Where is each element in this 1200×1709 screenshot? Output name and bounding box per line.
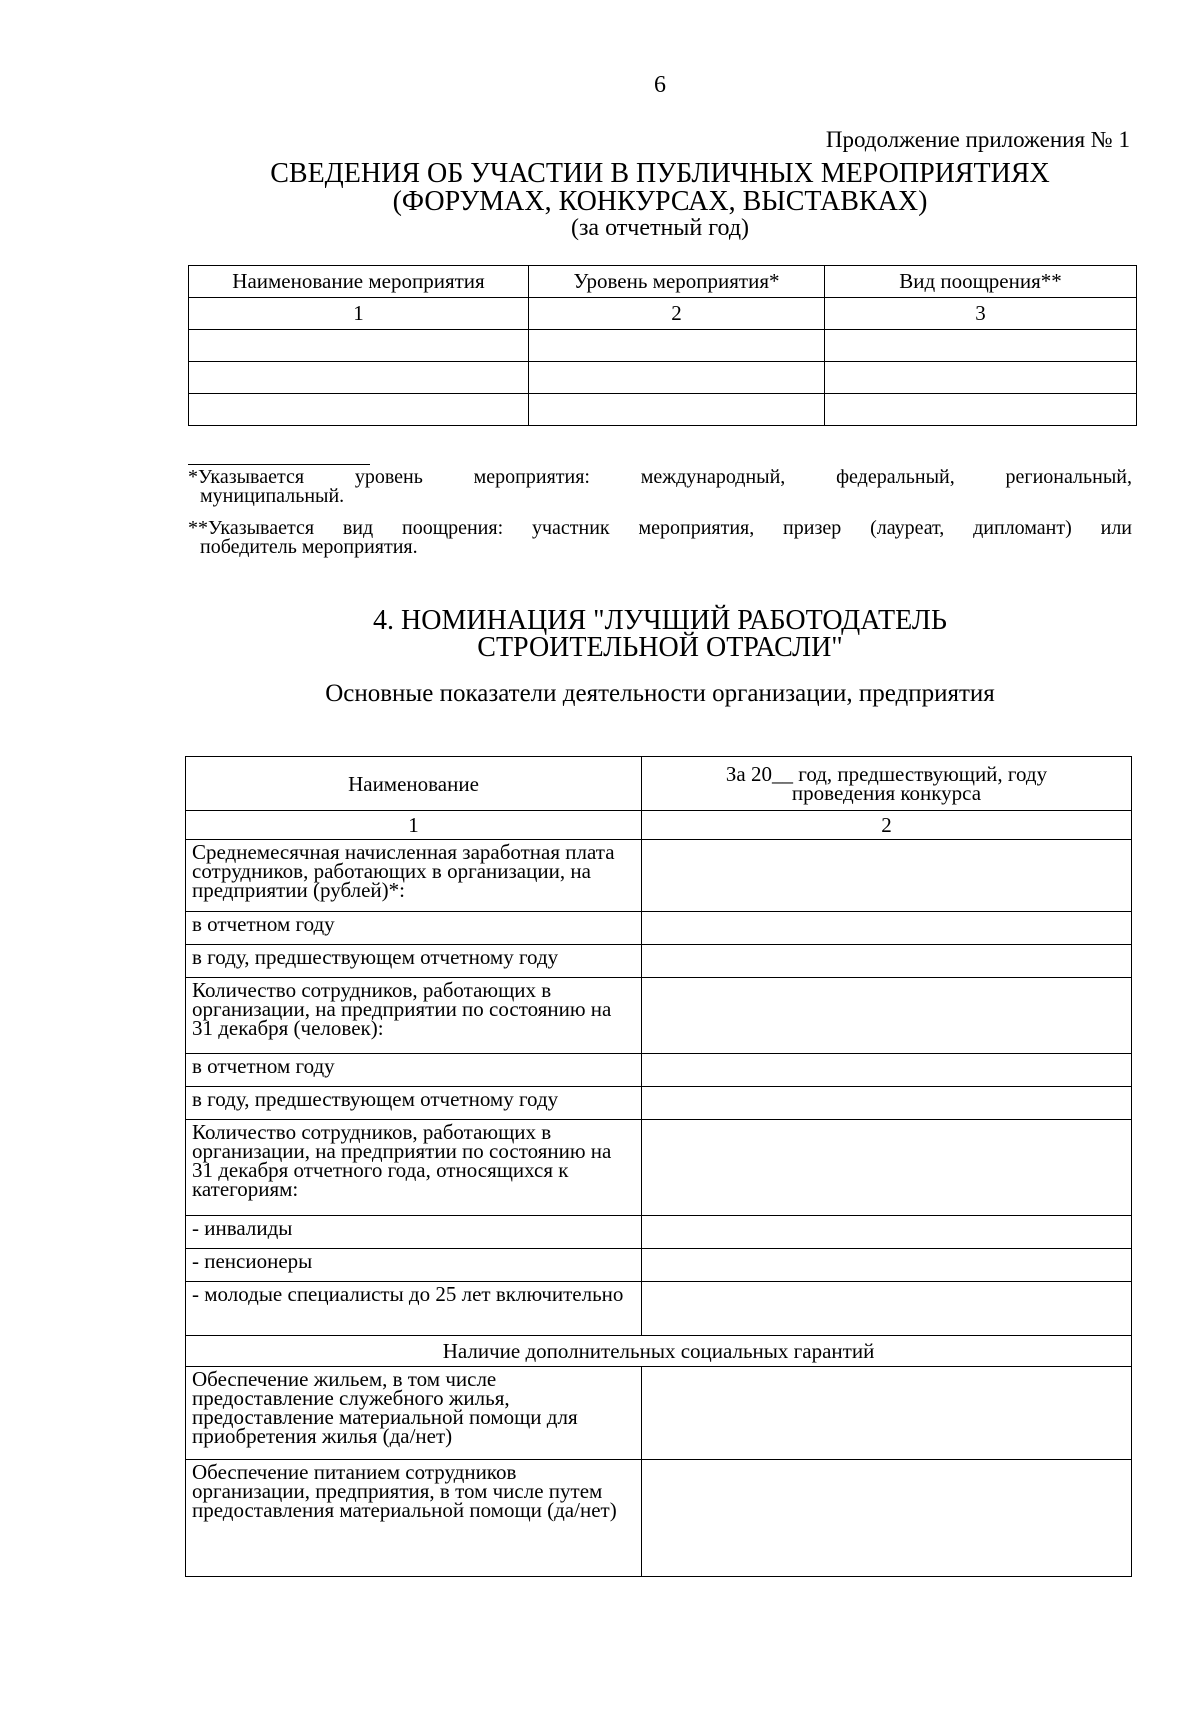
appendix-continuation: Продолжение приложения № 1: [825, 127, 1130, 152]
value-cell[interactable]: [642, 1087, 1132, 1120]
column-number: 2: [529, 298, 825, 330]
row-label: в году, предшествующем отчетному году: [186, 1087, 642, 1120]
row-label: Обеспечение жильем, в том числе предоставление служебного жилья, предоставление материальной помощи для приобретения жилья (да/нет): [186, 1367, 642, 1460]
empty-cell[interactable]: [825, 394, 1137, 426]
column-number: 1: [186, 811, 642, 840]
empty-cell[interactable]: [529, 394, 825, 426]
value-cell[interactable]: [642, 1367, 1132, 1460]
indicators-table: [185, 756, 1132, 1577]
section4-title-line2: СТРОИТЕЛЬНОЙ ОТРАСЛИ": [477, 632, 843, 663]
table-row: [186, 1249, 1132, 1282]
column-number: 2: [642, 811, 1132, 840]
row-label: - инвалиды: [186, 1216, 642, 1249]
empty-cell[interactable]: [189, 362, 529, 394]
indicators-heading: Основные показатели деятельности организации, предприятия: [325, 680, 995, 707]
table-header-row: [189, 266, 1137, 298]
column-number-row: [186, 811, 1132, 840]
participation-title-line1: СВЕДЕНИЯ ОБ УЧАСТИИ В ПУБЛИЧНЫХ МЕРОПРИЯТИЯХ: [270, 158, 1050, 189]
subheader-row: [186, 1336, 1132, 1367]
column-number-row: [189, 298, 1137, 330]
row-label: Среднемесячная начисленная заработная плата сотрудников, работающих в организации, на предприятии (рублей)*:: [186, 840, 642, 912]
footnote-level-line2: муниципальный.: [200, 485, 345, 507]
row-label: в году, предшествующем отчетному году: [186, 945, 642, 978]
footnote-level-line1: *Указывается уровень мероприятия: международный, федеральный, региональный,: [188, 466, 1132, 488]
value-cell[interactable]: [642, 1282, 1132, 1336]
value-cell[interactable]: [642, 1216, 1132, 1249]
table-row: [186, 945, 1132, 978]
value-cell[interactable]: [642, 1054, 1132, 1087]
footnotes: [188, 468, 1132, 557]
value-cell[interactable]: [642, 945, 1132, 978]
header-event-name: Наименование мероприятия: [189, 266, 529, 298]
table-row: [186, 1460, 1132, 1577]
value-cell[interactable]: [642, 1249, 1132, 1282]
value-cell[interactable]: [642, 912, 1132, 945]
table-row: [186, 1216, 1132, 1249]
value-cell[interactable]: [642, 840, 1132, 912]
section4-title-line1: 4. НОМИНАЦИЯ "ЛУЧШИЙ РАБОТОДАТЕЛЬ: [373, 605, 947, 636]
table-row: [189, 362, 1137, 394]
table-row: [189, 394, 1137, 426]
row-label: Количество сотрудников, работающих в организации, на предприятии по состоянию на 31 декабря отчетного года, относящихся к категориям:: [186, 1120, 642, 1216]
column-number: 3: [825, 298, 1137, 330]
table-row: [186, 840, 1132, 912]
column-number: 1: [189, 298, 529, 330]
header-year-line1: За 20__ год, предшествующий, году: [725, 762, 1048, 786]
value-cell[interactable]: [642, 1460, 1132, 1577]
table-row: [186, 1367, 1132, 1460]
table-row: [186, 1054, 1132, 1087]
header-year-line2: проведения конкурса: [791, 781, 982, 805]
row-label: - молодые специалисты до 25 лет включительно: [186, 1282, 642, 1336]
row-label: Обеспечение питанием сотрудников организации, предприятия, в том числе путем предоставления материальной помощи (да/нет): [186, 1460, 642, 1577]
table-row: [186, 1282, 1132, 1336]
participation-subtitle: (за отчетный год): [570, 215, 750, 241]
table-row: [189, 330, 1137, 362]
table-row: [186, 1120, 1132, 1216]
empty-cell[interactable]: [189, 394, 529, 426]
empty-cell[interactable]: [189, 330, 529, 362]
header-award-type: Вид поощрения**: [825, 266, 1137, 298]
empty-cell[interactable]: [825, 362, 1137, 394]
header-event-level: Уровень мероприятия*: [529, 266, 825, 298]
section4-title: [188, 607, 1132, 661]
row-label: в отчетном году: [186, 1054, 642, 1087]
row-label: - пенсионеры: [186, 1249, 642, 1282]
row-label: в отчетном году: [186, 912, 642, 945]
table-row: [186, 1087, 1132, 1120]
header-name: Наименование: [186, 757, 642, 811]
empty-cell[interactable]: [529, 362, 825, 394]
participation-title-line2: (ФОРУМАХ, КОНКУРСАХ, ВЫСТАВКАХ): [392, 186, 928, 217]
participation-title: [188, 160, 1132, 216]
footnote-divider: [188, 464, 370, 465]
table-row: [186, 978, 1132, 1054]
social-guarantees-subheader: Наличие дополнительных социальных гарантий: [186, 1336, 1132, 1367]
participation-table: [188, 265, 1137, 426]
table-header-row: [186, 757, 1132, 811]
empty-cell[interactable]: [529, 330, 825, 362]
table-row: [186, 912, 1132, 945]
footnote-award-line1: **Указывается вид поощрения: участник мероприятия, призер (лауреат, дипломант) или: [188, 517, 1132, 539]
page-number: 6: [654, 72, 666, 98]
empty-cell[interactable]: [825, 330, 1137, 362]
header-year: [642, 757, 1132, 811]
row-label: Количество сотрудников, работающих в организации, на предприятии по состоянию на 31 декабря (человек):: [186, 978, 642, 1054]
footnote-award-line2: победитель мероприятия.: [200, 536, 418, 558]
value-cell[interactable]: [642, 978, 1132, 1054]
value-cell[interactable]: [642, 1120, 1132, 1216]
